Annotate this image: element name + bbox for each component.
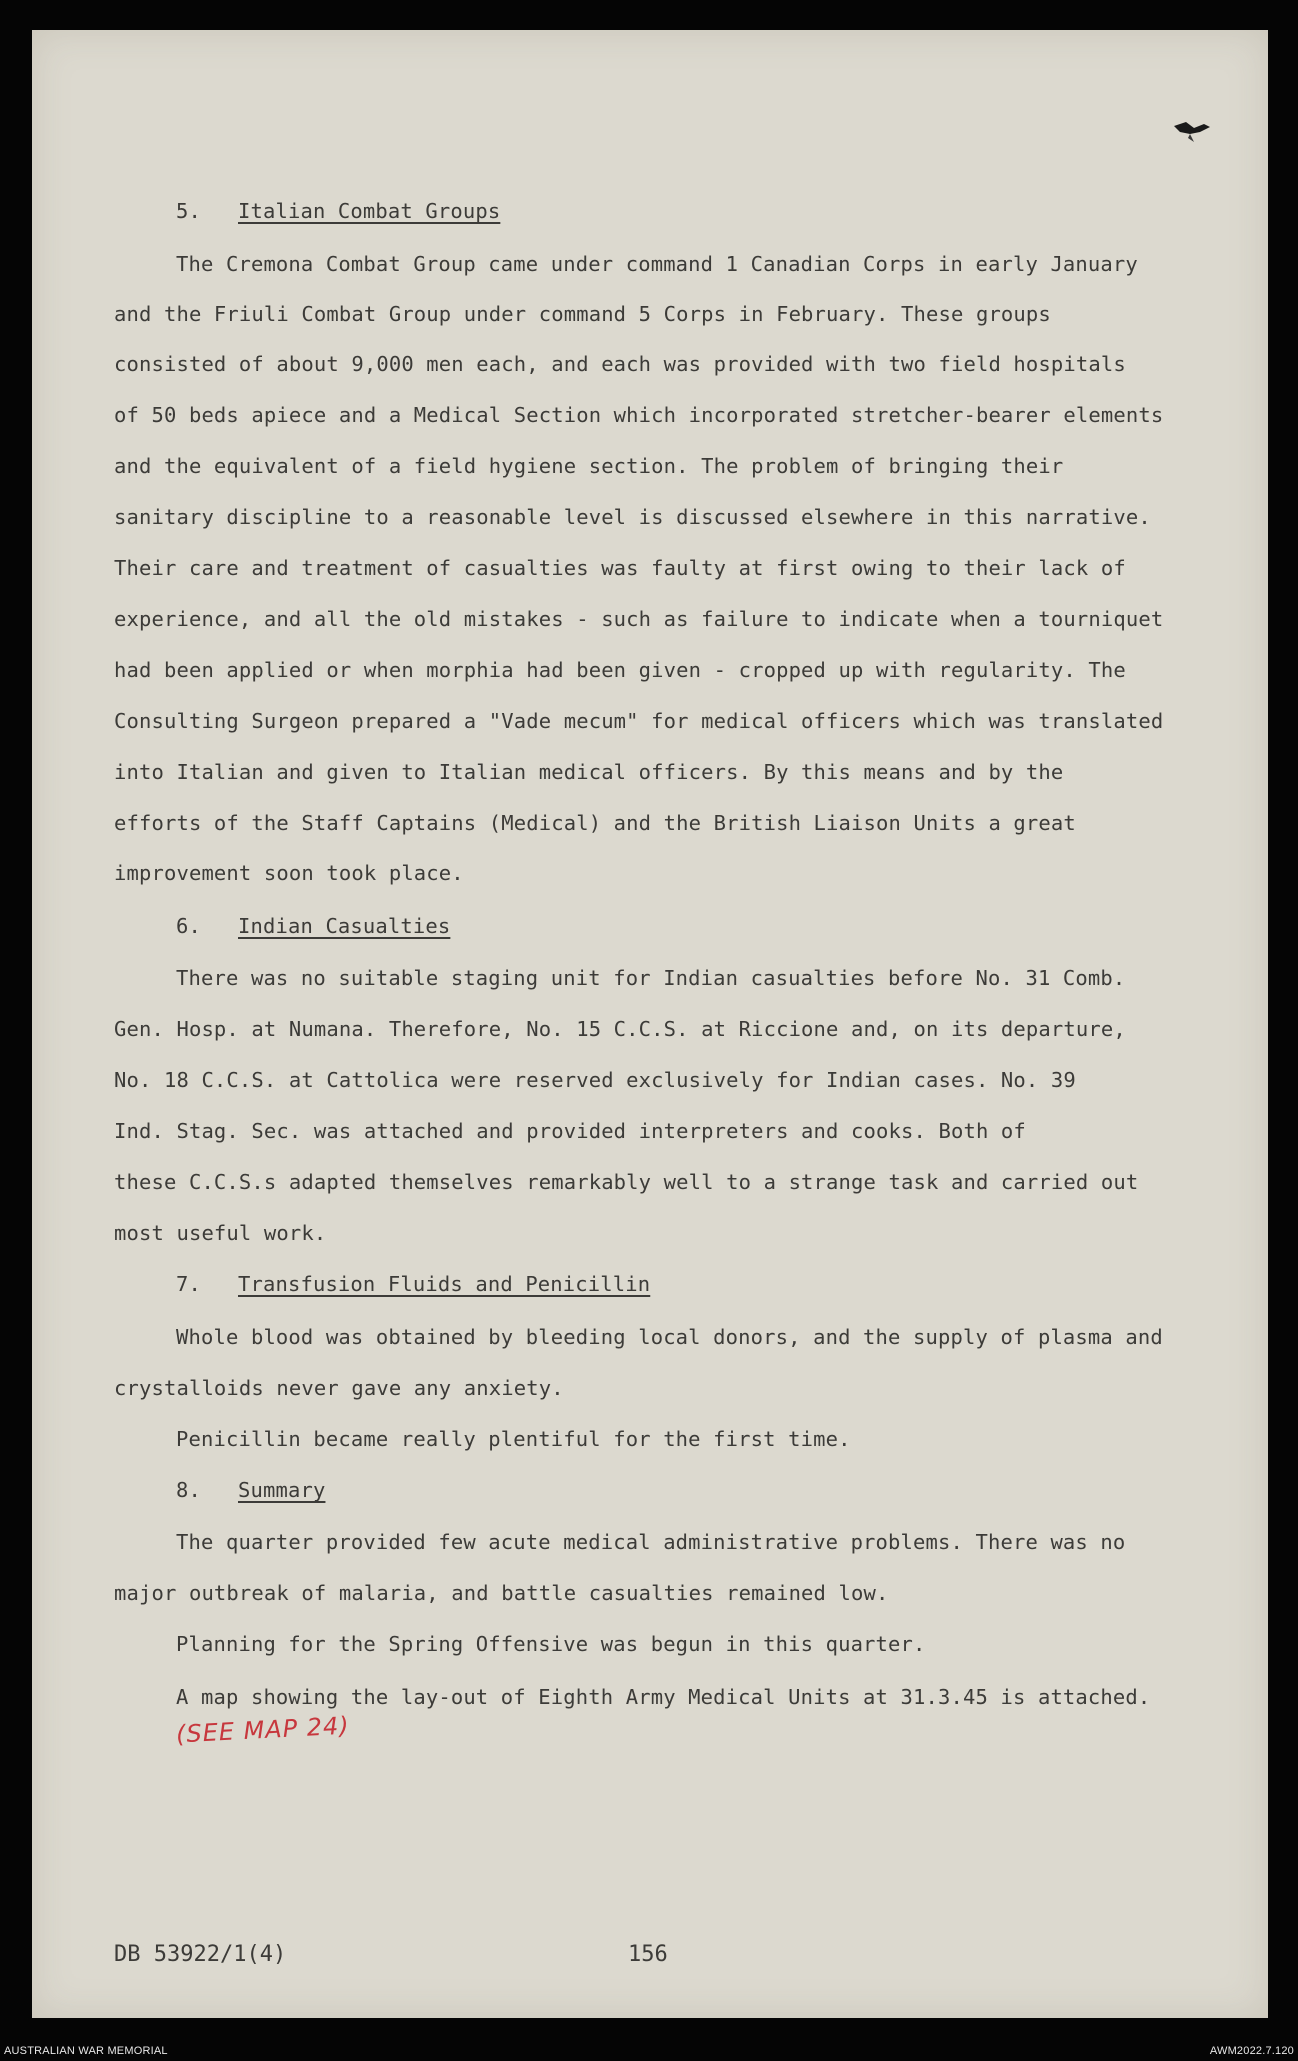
paragraph-line: Planning for the Spring Offensive was begun in this quarter.: [176, 1632, 926, 1656]
paragraph-line: Whole blood was obtained by bleeding local donors, and the supply of plasma and: [176, 1325, 1163, 1349]
paragraph-line: into Italian and given to Italian medical officers. By this means and by the: [114, 760, 1064, 784]
paragraph-line: efforts of the Staff Captains (Medical) and the British Liaison Units a great: [114, 811, 1076, 835]
section-6-heading: [176, 914, 450, 938]
paragraph-line: The Cremona Combat Group came under command 1 Canadian Corps in early January: [176, 252, 1138, 276]
page-number: 156: [628, 1942, 668, 1967]
archive-caption-left: AUSTRALIAN WAR MEMORIAL: [4, 2045, 168, 2057]
document-reference: DB 53922/1(4): [114, 1942, 287, 1967]
section-number: 5.: [176, 199, 201, 223]
section-title: Transfusion Fluids and Penicillin: [238, 1272, 651, 1296]
section-title: Italian Combat Groups: [238, 199, 501, 223]
paragraph-line: The quarter provided few acute medical administrative problems. There was no: [176, 1530, 1126, 1554]
paragraph-line: consisted of about 9,000 men each, and each was provided with two field hospitals: [114, 352, 1126, 376]
paragraph-line: There was no suitable staging unit for Indian casualties before No. 31 Comb.: [176, 966, 1126, 990]
paragraph-line: these C.C.S.s adapted themselves remarkably well to a strange task and carried out: [114, 1170, 1139, 1194]
paragraph-line: Their care and treatment of casualties was faulty at first owing to their lack of: [114, 556, 1126, 580]
section-title: Indian Casualties: [238, 914, 451, 938]
section-7-heading: [176, 1272, 650, 1296]
paragraph-line: crystalloids never gave any anxiety.: [114, 1376, 564, 1400]
archive-caption-right: AWM2022.7.120: [1209, 2045, 1294, 2057]
paragraph-line: most useful work.: [114, 1221, 327, 1245]
section-5-heading: [176, 199, 500, 223]
section-8-heading: [176, 1478, 325, 1502]
section-title: Summary: [238, 1478, 326, 1502]
paragraph-line: Penicillin became really plentiful for the first time.: [176, 1427, 851, 1451]
handwritten-annotation: (SEE MAP 24): [175, 1711, 351, 1749]
paragraph-line: and the Friuli Combat Group under command 5 Corps in February. These groups: [114, 302, 1051, 326]
paragraph-line: and the equivalent of a field hygiene section. The problem of bringing their: [114, 454, 1064, 478]
paragraph-line: experience, and all the old mistakes - such as failure to indicate when a tourniquet: [114, 607, 1164, 631]
paragraph-line: Ind. Stag. Sec. was attached and provided interpreters and cooks. Both of: [114, 1119, 1026, 1143]
section-number: 8.: [176, 1478, 201, 1502]
paragraph-line: had been applied or when morphia had been given - cropped up with regularity. The: [114, 658, 1126, 682]
paragraph-line: improvement soon took place.: [114, 861, 464, 885]
paragraph-line: of 50 beds apiece and a Medical Section which incorporated stretcher-bearer elements: [114, 403, 1164, 427]
section-number: 6.: [176, 914, 201, 938]
paragraph-line: A map showing the lay-out of Eighth Army Medical Units at 31.3.45 is attached.: [176, 1685, 1151, 1709]
paragraph-line: No. 18 C.C.S. at Cattolica were reserved exclusively for Indian cases. No. 39: [114, 1068, 1076, 1092]
section-number: 7.: [176, 1272, 201, 1296]
paper-damage-mark: [1172, 118, 1212, 148]
paragraph-line: sanitary discipline to a reasonable level is discussed elsewhere in this narrative.: [114, 505, 1151, 529]
paragraph-line: Gen. Hosp. at Numana. Therefore, No. 15 C.C.S. at Riccione and, on its departure,: [114, 1017, 1126, 1041]
paragraph-line: major outbreak of malaria, and battle casualties remained low.: [114, 1581, 889, 1605]
paragraph-line: Consulting Surgeon prepared a "Vade mecum" for medical officers which was translated: [114, 709, 1164, 733]
